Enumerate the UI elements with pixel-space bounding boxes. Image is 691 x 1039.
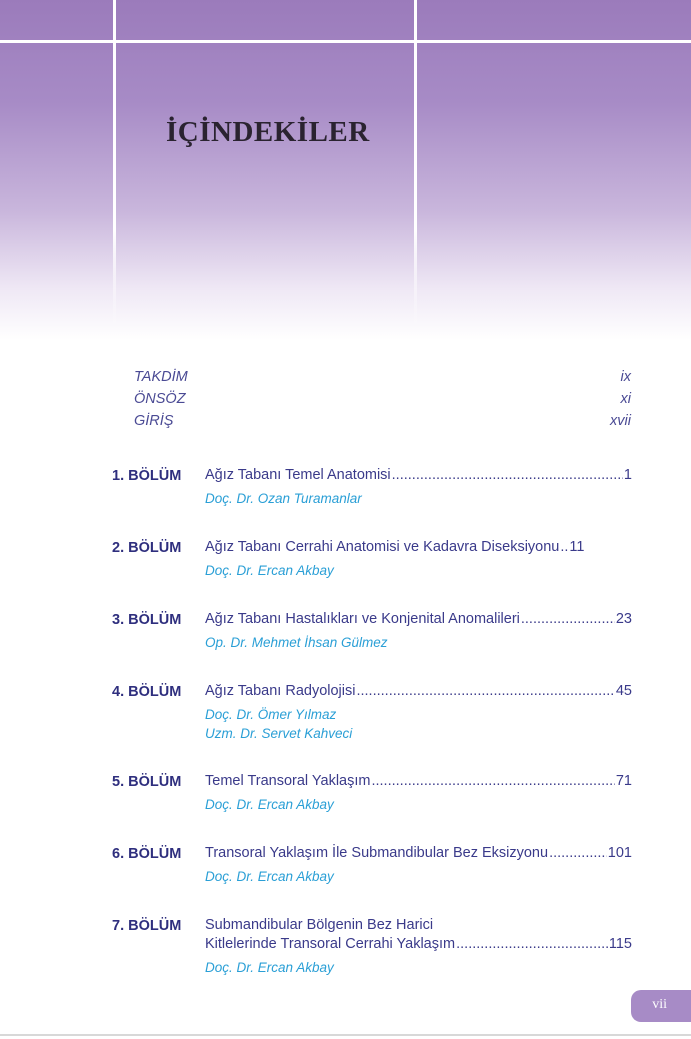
front-matter-page: xvii xyxy=(610,413,631,429)
chapter-page: 71 xyxy=(615,773,632,789)
leader-dots xyxy=(549,844,607,863)
chapter-page: 45 xyxy=(615,683,632,699)
leader-dots xyxy=(521,610,615,629)
chapter-number: 3. BÖLÜM xyxy=(112,612,182,628)
chapter-author: Doç. Dr. Ozan Turamanlar xyxy=(205,491,362,506)
chapter-title: Kitlelerinde Transoral Cerrahi Yaklaşım xyxy=(205,936,456,952)
header-grid-line xyxy=(0,40,691,43)
chapter-number: 4. BÖLÜM xyxy=(112,684,182,700)
leader-dots xyxy=(456,935,608,954)
chapter-author: Uzm. Dr. Servet Kahveci xyxy=(205,726,353,741)
header-grid-line xyxy=(113,0,116,330)
front-matter-page: ix xyxy=(620,369,631,385)
front-matter-page: xi xyxy=(620,391,631,407)
header-grid-line xyxy=(414,0,417,330)
bottom-rule xyxy=(0,1034,691,1036)
chapter-title: Ağız Tabanı Radyolojisi xyxy=(205,683,356,699)
front-matter-item[interactable] xyxy=(134,410,631,432)
chapter-page: 11 xyxy=(569,539,585,555)
header-band xyxy=(0,0,691,340)
chapter-number: 1. BÖLÜM xyxy=(112,468,182,484)
chapter-number: 7. BÖLÜM xyxy=(112,918,182,934)
leader-dots xyxy=(356,682,614,701)
chapter-page: 115 xyxy=(608,936,632,952)
chapter-title: Ağız Tabanı Cerrahi Anatomisi ve Kadavra Diseksiyonu xyxy=(205,539,560,555)
front-matter-list xyxy=(134,366,631,432)
leader-dots xyxy=(560,538,568,557)
chapter-page: 1 xyxy=(623,467,632,483)
chapter-number: 5. BÖLÜM xyxy=(112,774,182,790)
front-matter-label: TAKDİM xyxy=(134,369,188,385)
chapter-author: Op. Dr. Mehmet İhsan Gülmez xyxy=(205,635,388,650)
chapter-author: Doç. Dr. Ercan Akbay xyxy=(205,563,334,578)
chapter-title: Temel Transoral Yaklaşım xyxy=(205,773,371,789)
chapter-number: 2. BÖLÜM xyxy=(112,540,182,556)
chapter-page: 23 xyxy=(615,611,632,627)
chapter-title: Submandibular Bölgenin Bez Harici xyxy=(205,917,434,933)
chapter-title: Ağız Tabanı Temel Anatomisi xyxy=(205,467,391,483)
chapter-author: Doç. Dr. Ercan Akbay xyxy=(205,960,334,975)
chapter-page: 101 xyxy=(607,845,632,861)
page-number-tab xyxy=(631,990,691,1022)
front-matter-label: GİRİŞ xyxy=(134,413,174,429)
chapter-author: Doç. Dr. Ömer Yılmaz xyxy=(205,707,337,722)
chapter-number: 6. BÖLÜM xyxy=(112,846,182,862)
leader-dots xyxy=(371,772,614,791)
chapter-title: Transoral Yaklaşım İle Submandibular Bez Eksizyonu xyxy=(205,845,549,861)
front-matter-item[interactable] xyxy=(134,388,631,410)
chapter-author: Doç. Dr. Ercan Akbay xyxy=(205,797,334,812)
chapter-title: Ağız Tabanı Hastalıkları ve Konjenital Anomalileri xyxy=(205,611,520,627)
page-title: İÇİNDEKİLER xyxy=(166,116,370,148)
page-number: vii xyxy=(652,997,667,1012)
front-matter-item[interactable] xyxy=(134,366,631,388)
front-matter-label: ÖNSÖZ xyxy=(134,391,186,407)
leader-dots xyxy=(392,466,623,485)
chapter-author: Doç. Dr. Ercan Akbay xyxy=(205,869,334,884)
